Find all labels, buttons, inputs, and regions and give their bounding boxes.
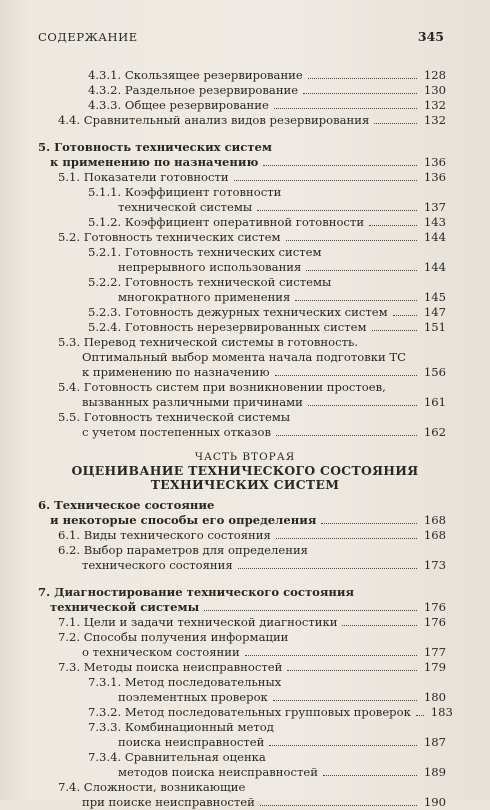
toc-entry-title: 4.3.1. Скользящее резервирование bbox=[88, 68, 303, 82]
toc-page-number: 162 bbox=[423, 425, 446, 439]
dot-leader bbox=[308, 405, 417, 406]
toc-entry-title: о техническом состоянии bbox=[82, 645, 240, 659]
toc-page-number: 145 bbox=[423, 290, 446, 304]
toc-entry-title: 5.1. Показатели готовности bbox=[58, 170, 229, 184]
toc-entry bbox=[0, 690, 490, 705]
dot-leader bbox=[323, 775, 417, 776]
toc-entry-title: 6.1. Виды технического состояния bbox=[58, 528, 271, 542]
toc-entry-line: 5.2.1. Готовность технических систем bbox=[88, 245, 322, 259]
toc-page-number: 180 bbox=[423, 690, 446, 704]
toc-entry-line: 7.3.1. Метод последовательных bbox=[88, 675, 282, 689]
dot-leader bbox=[276, 435, 417, 436]
toc-entry bbox=[0, 795, 490, 810]
toc-entry bbox=[0, 113, 490, 128]
toc-entry bbox=[0, 735, 490, 750]
toc-entry-line: Оптимальный выбор момента начала подготовки ТС bbox=[82, 350, 407, 364]
toc-page-number: 168 bbox=[423, 513, 446, 527]
toc-entry-title: многократного применения bbox=[118, 290, 291, 304]
section-title: СОДЕРЖАНИЕ bbox=[38, 30, 138, 44]
dot-leader bbox=[287, 670, 417, 671]
toc-page-number: 173 bbox=[423, 558, 446, 572]
toc-entry bbox=[0, 528, 490, 543]
toc-group-7 bbox=[0, 615, 490, 810]
toc-entry-title: 7.3. Методы поиска неисправностей bbox=[58, 660, 283, 674]
toc-entry-title: при поиске неисправностей bbox=[82, 795, 255, 809]
toc-page-number: 130 bbox=[423, 83, 446, 97]
toc-page-number: 161 bbox=[423, 395, 446, 409]
toc-entry-title: 5.2.4. Готовность нерезервированных систем bbox=[88, 320, 367, 334]
toc-entry bbox=[0, 98, 490, 113]
toc-page-number: 189 bbox=[423, 765, 446, 779]
table-of-contents bbox=[0, 68, 490, 810]
chapter-title-line: и некоторые способы его определения bbox=[50, 513, 317, 527]
toc-entry-line: 7.3.3. Комбинационный метод bbox=[88, 720, 274, 734]
toc-page-number: 128 bbox=[423, 68, 446, 82]
toc-page-number: 147 bbox=[423, 305, 446, 319]
toc-entry-title: технического состояния bbox=[82, 558, 233, 572]
toc-entry-title: 4.4. Сравнительный анализ видов резервирования bbox=[58, 113, 370, 127]
chapter-title-line: 5. Готовность технических систем bbox=[38, 140, 272, 154]
toc-page-number: 151 bbox=[423, 320, 446, 334]
toc-page-number: 144 bbox=[423, 260, 446, 274]
dot-leader bbox=[273, 700, 417, 701]
toc-entry bbox=[0, 615, 490, 630]
toc-entry-title: вызванных различными причинами bbox=[82, 395, 303, 409]
toc-entry bbox=[0, 200, 490, 215]
toc-page-number: 143 bbox=[423, 215, 446, 229]
toc-chapter-row bbox=[0, 155, 490, 170]
dot-leader bbox=[369, 225, 417, 226]
toc-group-6 bbox=[0, 528, 490, 573]
toc-entry-title: непрерывного использования bbox=[118, 260, 302, 274]
chapter-title-line: технической системы bbox=[50, 600, 200, 614]
toc-page-number: 132 bbox=[423, 113, 446, 127]
toc-entry-title: поэлементных проверок bbox=[118, 690, 268, 704]
toc-entry-title: с учетом постепенных отказов bbox=[82, 425, 271, 439]
toc-chapter-6 bbox=[0, 498, 490, 528]
toc-entry-title: к применению по назначению bbox=[82, 365, 270, 379]
toc-page-number: 187 bbox=[423, 735, 446, 749]
part-title-line-1: ОЦЕНИВАНИЕ ТЕХНИЧЕСКОГО СОСТОЯНИЯ bbox=[71, 463, 419, 478]
chapter-title-line: 7. Диагностирование технического состояния bbox=[38, 585, 355, 599]
toc-entry-title: 4.3.2. Раздельное резервирование bbox=[88, 83, 299, 97]
toc-entry-title: 5.2. Готовность технических систем bbox=[58, 230, 281, 244]
dot-leader bbox=[234, 180, 417, 181]
toc-entry-line: 6.2. Выбор параметров для определения bbox=[58, 543, 308, 557]
toc-page-number: 144 bbox=[423, 230, 446, 244]
toc-page-number: 168 bbox=[423, 528, 446, 542]
dot-leader bbox=[245, 655, 417, 656]
toc-entry-title: методов поиска неисправностей bbox=[118, 765, 318, 779]
toc-entry bbox=[0, 705, 490, 720]
dot-leader bbox=[260, 805, 417, 806]
toc-page-number: 177 bbox=[423, 645, 446, 659]
dot-leader bbox=[416, 715, 424, 716]
toc-chapter-row bbox=[0, 600, 490, 615]
toc-page-number: 136 bbox=[423, 170, 446, 184]
toc-entry-line: 5.2.2. Готовность технической системы bbox=[88, 275, 332, 289]
part-label: ЧАСТЬ ВТОРАЯ bbox=[194, 451, 296, 463]
dot-leader bbox=[372, 330, 417, 331]
dot-leader bbox=[308, 78, 417, 79]
toc-entry bbox=[0, 290, 490, 305]
dot-leader bbox=[275, 375, 417, 376]
page-number: 345 bbox=[417, 29, 444, 44]
toc-entry bbox=[0, 765, 490, 780]
toc-entry-title: технической системы bbox=[118, 200, 253, 214]
dot-leader bbox=[393, 315, 417, 316]
toc-page-number: 136 bbox=[423, 155, 446, 169]
dot-leader bbox=[286, 240, 418, 241]
toc-page-number: 156 bbox=[423, 365, 446, 379]
toc-entry-line: 5.4. Готовность систем при возникновении простоев, bbox=[58, 380, 386, 394]
toc-entry-line: 7.3.4. Сравнительная оценка bbox=[88, 750, 266, 764]
toc-page-number: 183 bbox=[430, 705, 453, 719]
toc-entry bbox=[0, 320, 490, 335]
toc-page-number: 176 bbox=[423, 615, 446, 629]
toc-page-number: 176 bbox=[423, 600, 446, 614]
dot-leader bbox=[295, 300, 417, 301]
toc-entry-line: 5.1.1. Коэффициент готовности bbox=[88, 185, 282, 199]
dot-leader bbox=[238, 568, 417, 569]
toc-entry-title: поиска неисправностей bbox=[118, 735, 265, 749]
dot-leader bbox=[204, 610, 417, 611]
toc-entry bbox=[0, 230, 490, 245]
toc-entry-title: 4.3.3. Общее резервирование bbox=[88, 98, 269, 112]
toc-entry bbox=[0, 365, 490, 380]
chapter-title-line: 6. Техническое состояние bbox=[38, 498, 215, 512]
toc-entry bbox=[0, 395, 490, 410]
dot-leader bbox=[274, 108, 417, 109]
toc-entry bbox=[0, 83, 490, 98]
dot-leader bbox=[306, 270, 417, 271]
toc-entry-line: 7.2. Способы получения информации bbox=[58, 630, 289, 644]
toc-entry-line: 5.3. Перевод технической системы в готовность. bbox=[58, 335, 359, 349]
dot-leader bbox=[374, 123, 417, 124]
dot-leader bbox=[269, 745, 417, 746]
toc-entry bbox=[0, 660, 490, 675]
toc-entry-title: 7.3.2. Метод последовательных групповых проверок bbox=[88, 705, 411, 719]
toc-entry-title: 5.1.2. Коэффициент оперативной готовности bbox=[88, 215, 365, 229]
toc-entry bbox=[0, 170, 490, 185]
toc-entry-title: 7.1. Цели и задачи технической диагностики bbox=[58, 615, 338, 629]
toc-page-number: 137 bbox=[423, 200, 446, 214]
toc-entry bbox=[0, 645, 490, 660]
toc-entry bbox=[0, 558, 490, 573]
toc-entry bbox=[0, 305, 490, 320]
dot-leader bbox=[342, 625, 417, 626]
dot-leader bbox=[321, 523, 417, 524]
toc-chapter-5 bbox=[0, 140, 490, 170]
toc-entry-line: 7.4. Сложности, возникающие bbox=[58, 780, 246, 794]
toc-page-number: 179 bbox=[423, 660, 446, 674]
part-title-line-2: ТЕХНИЧЕСКИХ СИСТЕМ bbox=[150, 477, 340, 492]
toc-group-top bbox=[0, 68, 490, 128]
dot-leader bbox=[303, 93, 417, 94]
toc-entry bbox=[0, 260, 490, 275]
toc-entry bbox=[0, 425, 490, 440]
chapter-title-line: к применению по назначению bbox=[50, 155, 259, 169]
toc-page-number: 190 bbox=[423, 795, 446, 809]
dot-leader bbox=[276, 538, 417, 539]
toc-page-number: 132 bbox=[423, 98, 446, 112]
toc-entry bbox=[0, 68, 490, 83]
toc-chapter-row bbox=[0, 513, 490, 528]
toc-group-5 bbox=[0, 170, 490, 440]
toc-entry-line: 5.5. Готовность технической системы bbox=[58, 410, 291, 424]
running-head bbox=[0, 30, 490, 50]
toc-entry bbox=[0, 215, 490, 230]
dot-leader bbox=[263, 165, 417, 166]
toc-chapter-7 bbox=[0, 585, 490, 615]
toc-entry-title: 5.2.3. Готовность дежурных технических систем bbox=[88, 305, 388, 319]
dot-leader bbox=[257, 210, 417, 211]
